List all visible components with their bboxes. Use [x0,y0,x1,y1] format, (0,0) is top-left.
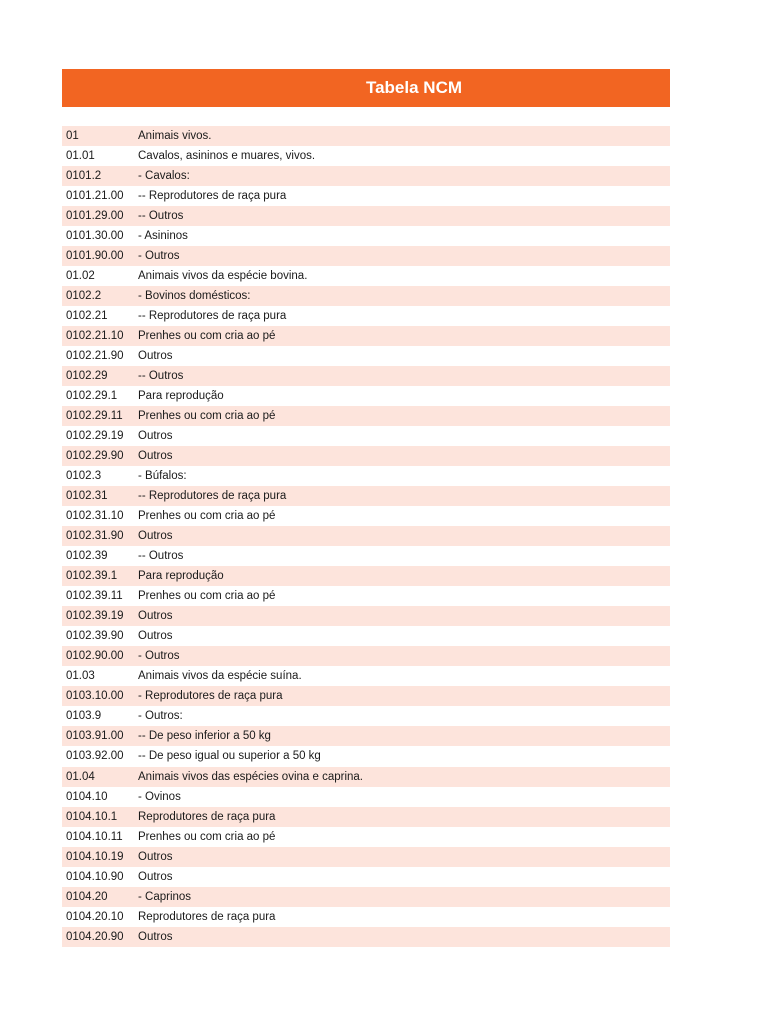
ncm-code: 0103.9 [66,710,102,723]
ncm-code: 0103.91.00 [66,730,124,743]
ncm-code: 0103.10.00 [66,690,124,703]
table-row [62,787,670,807]
table-row [62,606,670,626]
ncm-code: 0104.20.10 [66,910,124,923]
table-row [62,546,670,566]
ncm-description: - Asininos [138,230,188,243]
table-row [62,706,670,726]
ncm-description: -- Reprodutores de raça pura [138,190,287,203]
table-row [62,486,670,506]
ncm-code: 0104.10.1 [66,810,118,823]
table-row [62,326,670,346]
ncm-description: Outros [138,350,173,363]
ncm-code: 0102.31 [66,490,108,503]
table-row [62,346,670,366]
table-row [62,726,670,746]
ncm-code: 0102.39.90 [66,630,124,643]
ncm-description: Outros [138,610,173,623]
table-row [62,386,670,406]
ncm-description: - Reprodutores de raça pura [138,690,283,703]
ncm-code: 0102.39.11 [66,590,123,603]
table-row [62,166,670,186]
table-row [62,646,670,666]
ncm-description: Outros [138,850,173,863]
table-row [62,286,670,306]
table-row [62,767,670,787]
table-row [62,266,670,286]
ncm-description: - Bovinos domésticos: [138,290,251,303]
table-row [62,566,670,586]
table-row [62,126,670,146]
ncm-description: - Outros: [138,710,183,723]
ncm-description: Prenhes ou com cria ao pé [138,510,276,523]
ncm-code: 0101.30.00 [66,230,124,243]
ncm-description: - Outros [138,650,180,663]
ncm-code: 0103.92.00 [66,750,124,763]
ncm-code: 0101.21.00 [66,190,124,203]
ncm-code: 0102.90.00 [66,650,124,663]
table-row [62,586,670,606]
table-header-bar [62,69,670,107]
ncm-code: 0102.39 [66,550,108,563]
ncm-description: - Caprinos [138,890,192,903]
ncm-description: Animais vivos das espécies ovina e caprina. [138,770,364,783]
table-row [62,626,670,646]
ncm-description: Animais vivos da espécie bovina. [138,270,308,283]
ncm-code: 0102.39.19 [66,610,124,623]
ncm-code: 0102.21.90 [66,350,124,363]
ncm-description: Prenhes ou com cria ao pé [138,330,276,343]
table-row [62,446,670,466]
ncm-code: 0102.29.19 [66,430,124,443]
ncm-description: - Ovinos [138,790,181,803]
table-row [62,887,670,907]
ncm-code: 0102.29.90 [66,450,124,463]
table-row [62,666,670,686]
ncm-description: -- De peso inferior a 50 kg [138,730,271,743]
ncm-code: 0102.29.11 [66,410,123,423]
ncm-description: Outros [138,870,173,883]
ncm-code: 0101.29.00 [66,210,124,223]
ncm-table [62,126,670,947]
ncm-description: Outros [138,450,173,463]
table-row [62,847,670,867]
table-row [62,807,670,827]
table-row [62,907,670,927]
ncm-code: 01.01 [66,150,95,163]
table-row [62,526,670,546]
ncm-code: 0101.90.00 [66,250,124,263]
ncm-code: 0104.10 [66,790,108,803]
ncm-code: 01.02 [66,270,95,283]
ncm-code: 01.04 [66,770,95,783]
table-row [62,746,670,766]
ncm-code: 0102.3 [66,470,102,483]
table-row [62,246,670,266]
ncm-description: - Outros [138,250,180,263]
ncm-description: Outros [138,630,173,643]
ncm-code: 0102.29.1 [66,390,118,403]
ncm-code: 0101.2 [66,170,102,183]
table-row [62,366,670,386]
table-row [62,426,670,446]
ncm-description: - Búfalos: [138,470,187,483]
ncm-code: 0102.39.1 [66,570,118,583]
ncm-code: 01 [66,130,79,142]
ncm-description: Prenhes ou com cria ao pé [138,830,276,843]
ncm-description: -- Reprodutores de raça pura [138,490,287,503]
ncm-description: -- Outros [138,370,184,383]
ncm-code: 0102.2 [66,290,102,303]
ncm-description: Prenhes ou com cria ao pé [138,590,276,603]
table-row [62,867,670,887]
page-title: Tabela NCM [365,78,463,97]
ncm-description: Outros [138,530,173,543]
ncm-code: 0104.20 [66,890,108,903]
table-row [62,466,670,486]
ncm-code: 0104.10.11 [66,830,123,843]
table-row [62,506,670,526]
table-row [62,206,670,226]
ncm-description: Prenhes ou com cria ao pé [138,410,276,423]
ncm-code: 0102.21.10 [66,330,124,343]
table-row [62,686,670,706]
ncm-description: Para reprodução [138,390,224,403]
ncm-code: 0102.31.10 [66,510,124,523]
ncm-description: -- Outros [138,210,184,223]
ncm-code: 0104.10.90 [66,870,124,883]
ncm-description: Animais vivos da espécie suína. [138,670,302,683]
ncm-description: -- De peso igual ou superior a 50 kg [138,750,321,763]
ncm-code: 0104.20.90 [66,930,124,943]
table-row [62,226,670,246]
ncm-description: Outros [138,930,173,943]
ncm-description: - Cavalos: [138,170,190,183]
table-row [62,306,670,326]
ncm-description: Outros [138,430,173,443]
table-row [62,927,670,947]
ncm-code: 0102.21 [66,310,108,323]
ncm-description: -- Reprodutores de raça pura [138,310,287,323]
table-row [62,186,670,206]
ncm-code: 0104.10.19 [66,850,124,863]
ncm-description: Cavalos, asininos e muares, vivos. [138,150,316,163]
table-row [62,827,670,847]
ncm-description: -- Outros [138,550,184,563]
table-row [62,406,670,426]
ncm-description: Animais vivos. [138,130,212,142]
ncm-description: Reprodutores de raça pura [138,910,276,923]
ncm-code: 01.03 [66,670,95,683]
table-row [62,146,670,166]
ncm-code: 0102.31.90 [66,530,124,543]
ncm-description: Reprodutores de raça pura [138,810,276,823]
ncm-description: Para reprodução [138,570,224,583]
ncm-code: 0102.29 [66,370,108,383]
